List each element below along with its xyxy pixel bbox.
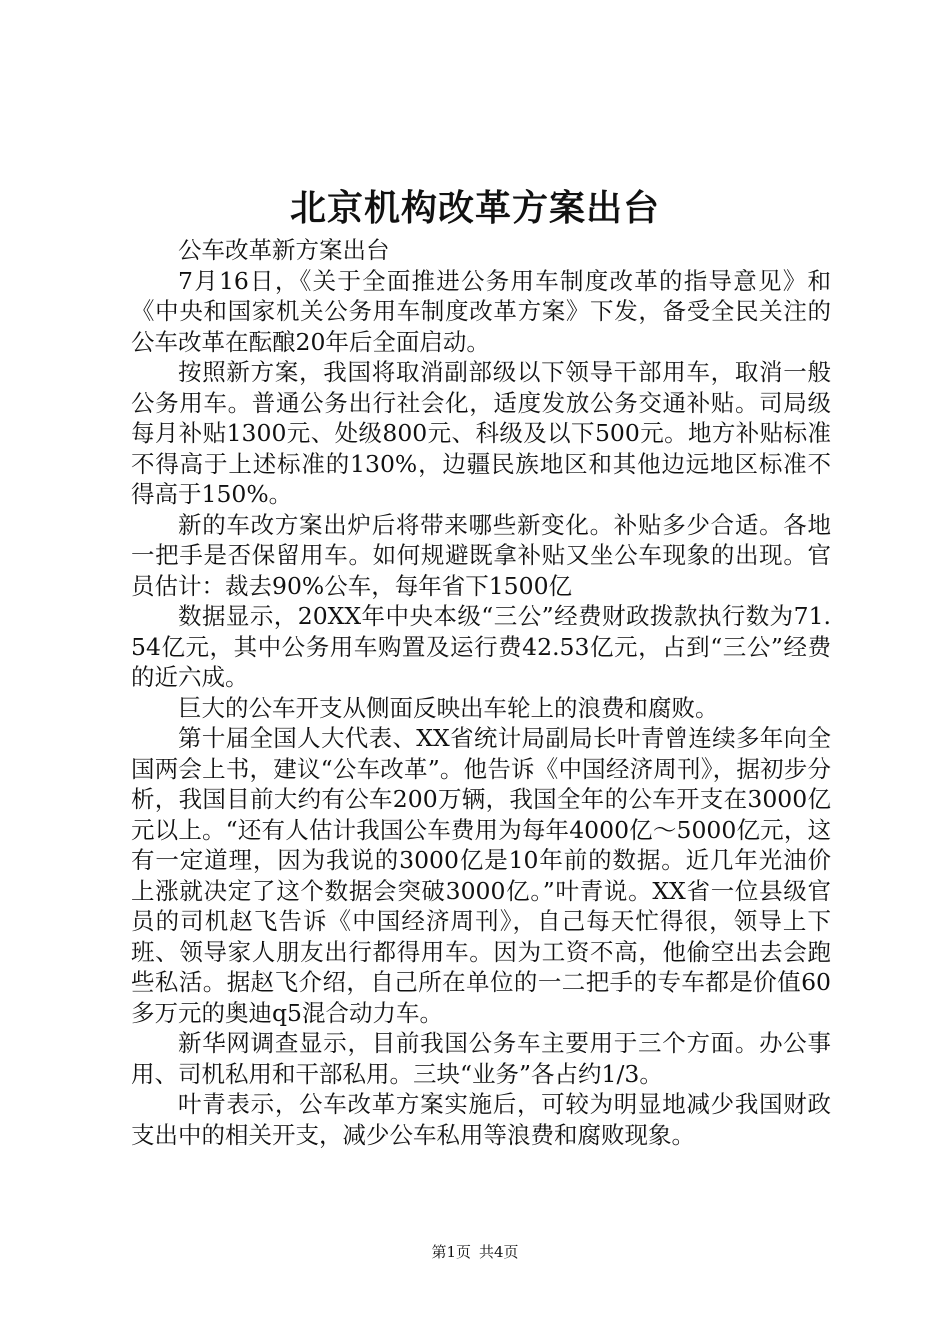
- paragraph: 新的车改方案出炉后将带来哪些新变化。补贴多少合适。各地一把手是否保留用车。如何规避既拿补贴又坐公车现象的出现。官员估计：裁去90%公车，每年省下1500亿: [131, 510, 831, 600]
- paragraph: 公车改革新方案出台: [178, 236, 390, 264]
- paragraph: 第十届全国人大代表、XX省统计局副局长叶青曾连续多年向全国两会上书，建议“公车改革”。他告诉《中国经济周刊》，据初步分析，我国目前大约有公车200万辆，我国全年的公车开支在3000亿元以上。“还有人估计我国公车费用为每年4000亿～5000亿元，这有一定道理，因为我说的3000亿是10年前的数据。近几年光油价上涨就决定了这个数据会突破3000亿。”叶青说。XX省一位县级官员的司机赵飞告诉《中国经济周刊》，自己每天忙得很，领导上下班、领导家人朋友出行都得用车。因为工资不高，他偷空出去会跑些私活。据赵飞介绍，自己所在单位的一二把手的专车都是价值60多万元的奥迪q5混合动力车。: [131, 724, 831, 1027]
- page-number: 第1页: [431, 1243, 471, 1261]
- paragraph: 巨大的公车开支从侧面反映出车轮上的浪费和腐败。: [178, 693, 719, 722]
- page-footer: [0, 1242, 950, 1262]
- document-body: [131, 235, 831, 1150]
- page-total: 共4页: [479, 1243, 519, 1261]
- paragraph: 按照新方案，我国将取消副部级以下领导干部用车，取消一般公务用车。普通公务出行社会化，适度发放公务交通补贴。司局级每月补贴1300元、处级800元、科级及以下500元。地方补贴标准不得高于上述标准的130%，边疆民族地区和其他边远地区标准不得高于150%。: [131, 358, 831, 508]
- document-title: 北京机构改革方案出台: [289, 187, 660, 229]
- paragraph: 7月16日，《关于全面推进公务用车制度改革的指导意见》和《中央和国家机关公务用车制度改革方案》下发，备受全民关注的公车改革在酝酿20年后全面启动。: [131, 266, 831, 356]
- paragraph: 新华网调查显示，目前我国公务车主要用于三个方面。办公事用、司机私用和干部私用。三块“业务”各占约1/3。: [131, 1029, 831, 1088]
- paragraph: 叶青表示，公车改革方案实施后，可较为明显地减少我国财政支出中的相关开支，减少公车私用等浪费和腐败现象。: [131, 1090, 831, 1149]
- paragraph: 数据显示，20XX年中央本级“三公”经费财政拨款执行数为71.54亿元，其中公务用车购置及运行费42.53亿元，占到“三公”经费的近六成。: [131, 602, 831, 691]
